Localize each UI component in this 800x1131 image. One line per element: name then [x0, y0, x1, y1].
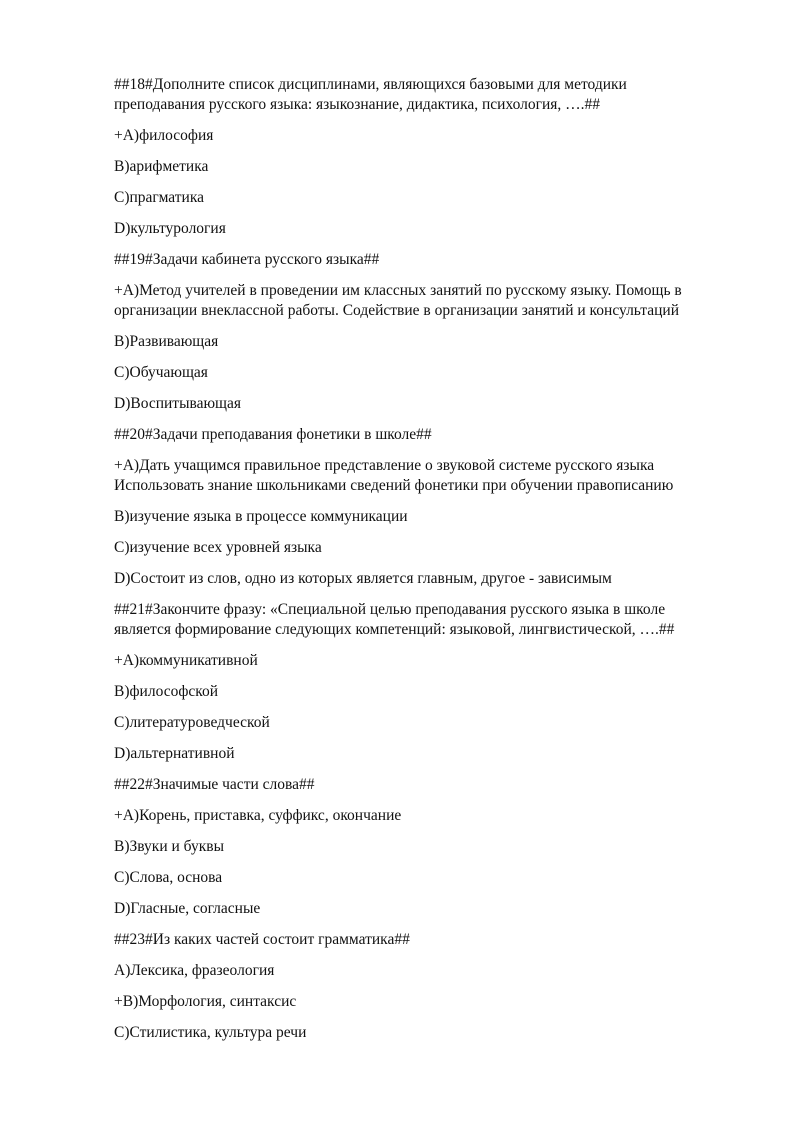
- answer-option: C)прагматика: [114, 189, 205, 206]
- answer-option: +A)Метод учителей в проведении им классных занятий по русскому языку. Помощь в организации внеклассной работы. Содействие в организации занятий и консультаций: [114, 282, 682, 319]
- answer-option: C)литературоведческой: [114, 714, 270, 731]
- answer-option: A)Лексика, фразеология: [114, 962, 275, 979]
- answer-option: B)философской: [114, 683, 219, 700]
- answer-option: D)Воспитывающая: [114, 395, 242, 412]
- answer-option: D)альтернативной: [114, 745, 235, 762]
- answer-option: B)арифметика: [114, 158, 209, 175]
- question-22-text: ##22#Значимые части слова##: [114, 776, 315, 793]
- answer-option: +A)Дать учащимся правильное представление о звуковой системе русского языка Использовать знание школьниками сведений фонетики при обучении правописанию: [114, 457, 674, 494]
- question-20-text: ##20#Задачи преподавания фонетики в школе##: [114, 426, 432, 443]
- answer-option: C)изучение всех уровней языка: [114, 539, 322, 556]
- question-19-text: ##19#Задачи кабинета русского языка##: [114, 251, 380, 268]
- question-23-text: ##23#Из каких частей состоит грамматика##: [114, 931, 410, 948]
- answer-option: B)Звуки и буквы: [114, 838, 224, 855]
- answer-option: +A)коммуникативной: [114, 652, 258, 669]
- answer-option: D)культурология: [114, 220, 226, 237]
- answer-option: C)Обучающая: [114, 364, 208, 381]
- answer-option: +B)Морфология, синтаксис: [114, 993, 297, 1010]
- answer-option: C)Слова, основа: [114, 869, 223, 886]
- answer-option: B)Развивающая: [114, 333, 219, 350]
- answer-option: +A)философия: [114, 127, 214, 144]
- question-21-text: ##21#Закончите фразу: «Специальной целью преподавания русского языка в школе является формирование следующих компетенций: языковой, лингвистической, ….##: [114, 601, 675, 638]
- answer-option: C)Стилистика, культура речи: [114, 1024, 307, 1041]
- document-content: [114, 75, 714, 1054]
- answer-option: +A)Корень, приставка, суффикс, окончание: [114, 807, 402, 824]
- answer-option: D)Состоит из слов, одно из которых является главным, другое - зависимым: [114, 570, 612, 587]
- answer-option: B)изучение языка в процессе коммуникации: [114, 508, 408, 525]
- answer-option: D)Гласные, согласные: [114, 900, 261, 917]
- question-18-text: ##18#Дополните список дисциплинами, являющихся базовыми для методики преподавания русского языка: языкознание, дидактика, психология, ….##: [114, 76, 627, 113]
